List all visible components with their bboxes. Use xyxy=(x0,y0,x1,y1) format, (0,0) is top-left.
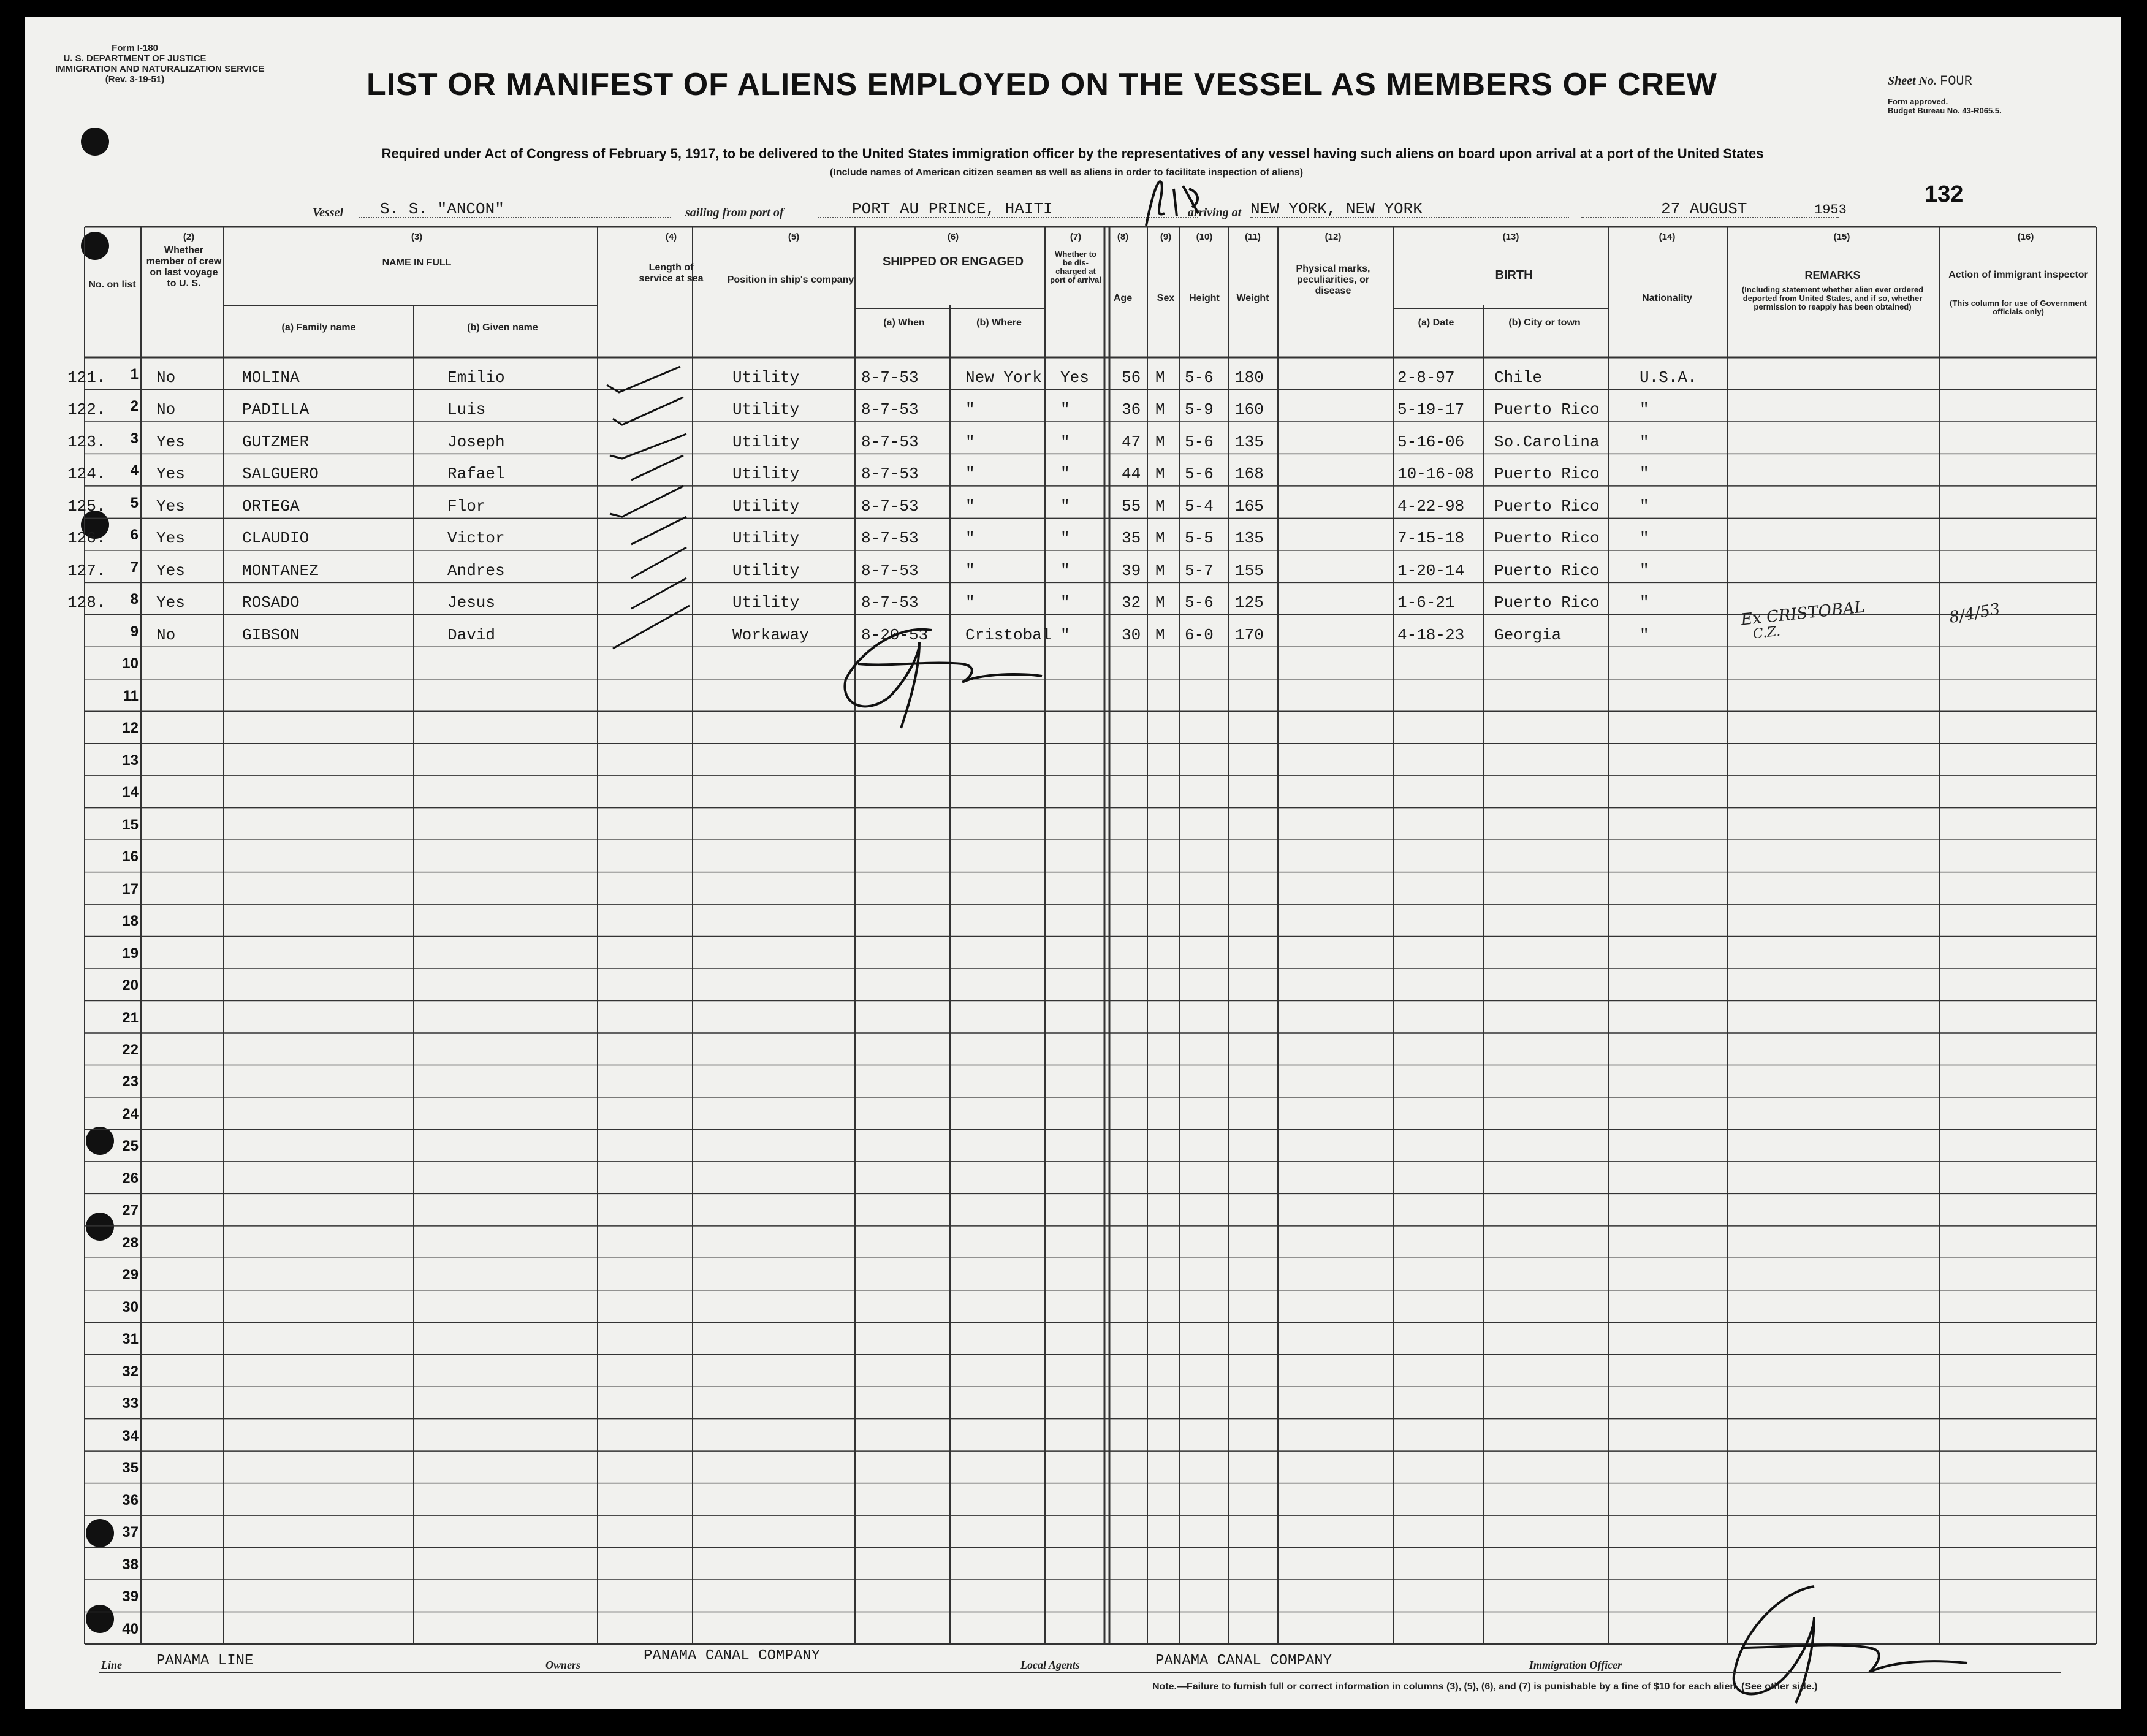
crew-discharged: " xyxy=(1060,432,1070,451)
row-number: 15 xyxy=(122,816,139,833)
row-number: 10 xyxy=(122,655,139,672)
col-header-action: Action of immigrant inspector xyxy=(1948,270,2088,280)
row-number: 40 xyxy=(122,1620,139,1637)
row-number: 6 xyxy=(130,527,139,544)
row-number: 30 xyxy=(122,1298,139,1315)
crew-where: " xyxy=(965,561,975,580)
crew-when: 8-7-53 xyxy=(861,368,919,387)
row-number: 35 xyxy=(122,1460,139,1477)
crew-birth-date: 10-16-08 xyxy=(1397,465,1474,484)
row-number: 4 xyxy=(130,462,139,479)
row-number: 31 xyxy=(122,1331,139,1348)
vessel-value: S. S. "ANCON" xyxy=(380,200,504,218)
col-header-when: (a) When xyxy=(883,318,925,328)
crew-when: 8-7-53 xyxy=(861,497,919,516)
crew-family: ORTEGA xyxy=(242,497,300,516)
crew-when: 8-7-53 xyxy=(861,593,919,612)
crew-age: 36 xyxy=(1122,400,1141,419)
col-header-family: (a) Family name xyxy=(281,322,356,333)
col-header-where: (b) Where xyxy=(976,318,1022,328)
col-num-16: (16) xyxy=(2017,232,2034,242)
crew-given: David xyxy=(447,625,496,644)
crew-discharged: " xyxy=(1060,561,1070,580)
crew-sequence: 124. xyxy=(67,465,106,484)
col-num-7: (7) xyxy=(1070,232,1082,242)
crew-weight: 155 xyxy=(1235,561,1264,580)
row-number: 25 xyxy=(122,1138,139,1155)
row-number: 38 xyxy=(122,1556,139,1573)
crew-height: 5-9 xyxy=(1185,400,1214,419)
crew-height: 6-0 xyxy=(1185,625,1214,644)
crew-birth-date: 5-19-17 xyxy=(1397,400,1465,419)
col-num-11: (11) xyxy=(1245,232,1261,242)
row-number: 8 xyxy=(130,591,139,608)
crew-height: 5-6 xyxy=(1185,465,1214,484)
crew-family: MONTANEZ xyxy=(242,561,319,580)
crew-weight: 165 xyxy=(1235,497,1264,516)
crew-height: 5-6 xyxy=(1185,593,1214,612)
crew-height: 5-6 xyxy=(1185,368,1214,387)
crew-family: GUTZMER xyxy=(242,432,310,451)
check-marks xyxy=(595,360,699,667)
row-number: 24 xyxy=(122,1105,139,1122)
row-number: 37 xyxy=(122,1524,139,1541)
col-header-sex: Sex xyxy=(1157,293,1175,303)
form-approved-line: Form approved. xyxy=(1888,97,1948,106)
manifest-sheet xyxy=(25,17,2121,1709)
row-number: 20 xyxy=(122,977,139,994)
col-header-age: Age xyxy=(1113,293,1133,303)
row-number: 5 xyxy=(130,494,139,511)
col-header-position: Position in ship's company xyxy=(727,275,854,285)
line-label: Line xyxy=(101,1659,122,1671)
crew-discharged: " xyxy=(1060,497,1070,516)
crew-member: Yes xyxy=(156,465,185,484)
crew-position: Utility xyxy=(732,497,800,516)
crew-position: Utility xyxy=(732,529,800,548)
col-num-4: (4) xyxy=(665,232,677,242)
crew-given: Emilio xyxy=(447,368,505,387)
row-number: 32 xyxy=(122,1363,139,1380)
crew-age: 44 xyxy=(1122,465,1141,484)
col-num-12: (12) xyxy=(1324,232,1342,242)
sheet-no-value: FOUR xyxy=(1940,74,1972,89)
crew-birth-city: Puerto Rico xyxy=(1494,529,1600,548)
crew-sequence: 122. xyxy=(67,400,106,419)
crew-nationality: " xyxy=(1640,497,1649,516)
crew-birth-date: 1-20-14 xyxy=(1397,561,1465,580)
col-header-name: NAME IN FULL xyxy=(382,257,452,268)
crew-height: 5-7 xyxy=(1185,561,1214,580)
crew-nationality: " xyxy=(1640,432,1649,451)
crew-when: 8-7-53 xyxy=(861,529,919,548)
col-header-given: (b) Given name xyxy=(467,322,538,333)
crew-sex: M xyxy=(1155,400,1165,419)
crew-when: 8-7-53 xyxy=(861,432,919,451)
row-number: 13 xyxy=(122,752,139,769)
crew-given: Joseph xyxy=(447,432,505,451)
col-header-birth: BIRTH xyxy=(1495,268,1533,282)
arriving-value: NEW YORK, NEW YORK xyxy=(1250,200,1423,218)
page-title: LIST OR MANIFEST OF ALIENS EMPLOYED ON THE VESSEL AS MEMBERS OF CREW xyxy=(367,67,1717,102)
subtitle-note: (Include names of American citizen seamen as well as aliens in order to facilitate inspection of aliens) xyxy=(829,167,1304,178)
crew-given: Luis xyxy=(447,400,486,419)
crew-where: " xyxy=(965,497,975,516)
crew-weight: 170 xyxy=(1235,625,1264,644)
col-header-no-on-list: No. on list xyxy=(88,280,136,290)
crew-when: 8-7-53 xyxy=(861,561,919,580)
crew-discharged: " xyxy=(1060,625,1070,644)
crew-sex: M xyxy=(1155,593,1165,612)
crew-position: Utility xyxy=(732,400,800,419)
crew-sequence: 128. xyxy=(67,593,106,612)
crew-birth-date: 5-16-06 xyxy=(1397,432,1465,451)
crew-sex: M xyxy=(1155,432,1165,451)
crew-height: 5-6 xyxy=(1185,432,1214,451)
crew-where: " xyxy=(965,465,975,484)
crew-when: 8-7-53 xyxy=(861,400,919,419)
crew-birth-date: 2-8-97 xyxy=(1397,368,1455,387)
arrival-day-month: 27 AUGUST xyxy=(1661,200,1747,218)
crew-member: No xyxy=(156,400,176,419)
crew-nationality: " xyxy=(1640,593,1649,612)
crew-given: Rafael xyxy=(447,465,505,484)
crew-nationality: " xyxy=(1640,400,1649,419)
crew-birth-city: Puerto Rico xyxy=(1494,593,1600,612)
crew-weight: 135 xyxy=(1235,432,1264,451)
crew-given: Jesus xyxy=(447,593,496,612)
col-header-action-note: (This column for use of Government officials only) xyxy=(1950,299,2087,316)
crew-sequence: 121. xyxy=(67,368,106,387)
crew-weight: 160 xyxy=(1235,400,1264,419)
crew-where: " xyxy=(965,529,975,548)
crew-weight: 180 xyxy=(1235,368,1264,387)
col-header-height: Height xyxy=(1189,293,1220,303)
col-header-remarks: REMARKS xyxy=(1804,269,1861,281)
sailing-label: sailing from port of xyxy=(685,206,784,219)
subtitle: Required under Act of Congress of February 5, 1917, to be delivered to the United States immigration officer by the representatives of any vessel having such aliens on board upon arrival at a port of the United States xyxy=(381,146,1764,161)
crew-family: PADILLA xyxy=(242,400,310,419)
crew-sequence: 126. xyxy=(67,529,106,548)
row-number: 26 xyxy=(122,1170,139,1187)
crew-nationality: " xyxy=(1640,465,1649,484)
crew-age: 39 xyxy=(1122,561,1141,580)
crew-height: 5-5 xyxy=(1185,529,1214,548)
crew-sex: M xyxy=(1155,497,1165,516)
crew-sex: M xyxy=(1155,368,1165,387)
crew-sequence: 125. xyxy=(67,497,106,516)
crew-nationality: U.S.A. xyxy=(1640,368,1697,387)
crew-discharged: " xyxy=(1060,529,1070,548)
remarks-handwriting: Ex CRISTOBAL xyxy=(1739,598,1866,630)
agents-label: Local Agents xyxy=(1020,1659,1080,1671)
crew-birth-date: 7-15-18 xyxy=(1397,529,1465,548)
crew-sex: M xyxy=(1155,529,1165,548)
crew-discharged: Yes xyxy=(1060,368,1089,387)
row-number: 7 xyxy=(130,558,139,576)
row-number: 18 xyxy=(122,913,139,930)
crew-where: " xyxy=(965,593,975,612)
budget-bureau-line: Budget Bureau No. 43-R065.5. xyxy=(1888,106,2002,115)
row-number: 17 xyxy=(122,880,139,897)
crew-age: 35 xyxy=(1122,529,1141,548)
row-number: 16 xyxy=(122,848,139,866)
crew-position: Utility xyxy=(732,368,800,387)
crew-sex: M xyxy=(1155,465,1165,484)
crew-where: New York xyxy=(965,368,1042,387)
row-number: 34 xyxy=(122,1427,139,1444)
officer-signature xyxy=(821,606,1066,747)
crew-discharged: " xyxy=(1060,593,1070,612)
crew-birth-city: Puerto Rico xyxy=(1494,561,1600,580)
crew-discharged: " xyxy=(1060,465,1070,484)
col-num-6: (6) xyxy=(947,232,959,242)
row-number: 3 xyxy=(130,430,139,447)
col-num-14: (14) xyxy=(1659,232,1676,242)
crew-member: No xyxy=(156,368,176,387)
crew-family: ROSADO xyxy=(242,593,300,612)
crew-birth-city: Puerto Rico xyxy=(1494,400,1600,419)
crew-position: Utility xyxy=(732,432,800,451)
crew-age: 47 xyxy=(1122,432,1141,451)
col-num-10: (10) xyxy=(1196,232,1213,242)
crew-where: " xyxy=(965,400,975,419)
crew-nationality: " xyxy=(1640,625,1649,644)
row-number: 2 xyxy=(130,398,139,415)
crew-family: CLAUDIO xyxy=(242,529,310,548)
crew-discharged: " xyxy=(1060,400,1070,419)
row-number: 12 xyxy=(122,720,139,737)
col-num-2: (2) xyxy=(183,232,195,242)
row-number: 29 xyxy=(122,1266,139,1284)
col-header-member: Whether member of crew on last voyage to U. S. xyxy=(146,245,222,289)
row-number: 27 xyxy=(122,1202,139,1219)
crew-when: 8-7-53 xyxy=(861,465,919,484)
row-number: 1 xyxy=(130,366,139,383)
col-num-3: (3) xyxy=(411,232,423,242)
crew-age: 55 xyxy=(1122,497,1141,516)
crew-weight: 135 xyxy=(1235,529,1264,548)
vessel-label: Vessel xyxy=(313,206,343,219)
crew-where: " xyxy=(965,432,975,451)
row-number: 14 xyxy=(122,784,139,801)
crew-nationality: " xyxy=(1640,561,1649,580)
owners-value: PANAMA CANAL COMPANY xyxy=(644,1648,821,1664)
row-number: 28 xyxy=(122,1234,139,1251)
crew-family: SALGUERO xyxy=(242,465,319,484)
col-header-birth-date: (a) Date xyxy=(1418,318,1454,328)
crew-birth-city: Puerto Rico xyxy=(1494,497,1600,516)
crew-sex: M xyxy=(1155,561,1165,580)
arrival-year: 1953 xyxy=(1814,202,1847,218)
remarks-handwriting-2: C.Z. xyxy=(1752,623,1782,642)
agents-value: PANAMA CANAL COMPANY xyxy=(1155,1653,1332,1669)
crew-birth-city: Chile xyxy=(1494,368,1543,387)
row-number: 9 xyxy=(130,623,139,640)
col-header-physical: Physical marks, peculiarities, or disease xyxy=(1296,264,1370,296)
crew-family: MOLINA xyxy=(242,368,300,387)
col-num-5: (5) xyxy=(788,232,800,242)
crew-sex: M xyxy=(1155,625,1165,644)
crew-age: 32 xyxy=(1122,593,1141,612)
crew-family: GIBSON xyxy=(242,625,300,644)
crew-given: Andres xyxy=(447,561,505,580)
crew-member: No xyxy=(156,625,176,644)
crew-member: Yes xyxy=(156,432,185,451)
immigration-officer-label: Immigration Officer xyxy=(1529,1659,1622,1671)
footer-note: Note.—Failure to furnish full or correct information in columns (3), (5), (6), and (7) is punishable by a fine of $10 for each alien. (See other side.) xyxy=(1152,1681,1818,1692)
crew-weight: 168 xyxy=(1235,465,1264,484)
col-header-nationality: Nationality xyxy=(1642,293,1692,303)
crew-birth-city: Puerto Rico xyxy=(1494,465,1600,484)
col-num-15: (15) xyxy=(1833,232,1850,242)
crew-position: Utility xyxy=(732,465,800,484)
col-header-length: Length of service at sea xyxy=(639,262,704,284)
col-num-8: (8) xyxy=(1117,232,1129,242)
crew-member: Yes xyxy=(156,529,185,548)
row-number: 39 xyxy=(122,1588,139,1605)
crew-position: Utility xyxy=(732,561,800,580)
row-number: 23 xyxy=(122,1073,139,1091)
crew-given: Victor xyxy=(447,529,505,548)
crew-birth-city: So.Carolina xyxy=(1494,432,1600,451)
crew-position: Utility xyxy=(732,593,800,612)
row-number: 33 xyxy=(122,1395,139,1412)
row-number: 36 xyxy=(122,1491,139,1509)
crew-age: 56 xyxy=(1122,368,1141,387)
crew-member: Yes xyxy=(156,593,185,612)
crew-height: 5-4 xyxy=(1185,497,1214,516)
crew-birth-date: 4-18-23 xyxy=(1397,625,1465,644)
form-number: Form I-180 xyxy=(112,43,158,53)
crew-sequence: 127. xyxy=(67,561,106,580)
col-header-shipped: SHIPPED OR ENGAGED xyxy=(882,255,1024,268)
col-header-birth-city: (b) City or town xyxy=(1508,318,1581,328)
crew-birth-city: Georgia xyxy=(1494,625,1562,644)
col-header-weight: Weight xyxy=(1236,293,1269,303)
sheet-no-label: Sheet No. xyxy=(1888,74,1937,88)
stamped-page-number: 132 xyxy=(1925,181,1964,207)
row-number: 19 xyxy=(122,945,139,962)
crew-birth-date: 1-6-21 xyxy=(1397,593,1455,612)
crew-where: Cristobal xyxy=(965,625,1052,644)
department: U. S. DEPARTMENT OF JUSTICE xyxy=(63,53,207,64)
crew-sequence: 123. xyxy=(67,432,106,451)
crew-position: Workaway xyxy=(732,625,809,644)
revision: (Rev. 3-19-51) xyxy=(105,74,165,85)
col-header-remarks-note: (Including statement whether alien ever ordered deported from United States, and if so, whether permission to reapply has been obtained) xyxy=(1741,285,1924,311)
row-number: 11 xyxy=(123,687,139,704)
footer-rule xyxy=(99,1672,2061,1673)
col-num-13: (13) xyxy=(1502,232,1519,242)
arriving-label: arriving at xyxy=(1188,206,1242,219)
crew-member: Yes xyxy=(156,561,185,580)
crew-weight: 125 xyxy=(1235,593,1264,612)
row-number: 22 xyxy=(122,1041,139,1058)
sailing-value: PORT AU PRINCE, HAITI xyxy=(852,200,1053,218)
crew-member: Yes xyxy=(156,497,185,516)
crew-when: 8-20-53 xyxy=(861,625,929,644)
crew-age: 30 xyxy=(1122,625,1141,644)
crew-given: Flor xyxy=(447,497,486,516)
col-header-discharged: Whether to be dis-charged at port of arrival xyxy=(1050,249,1101,284)
remarks-date: 8/4/53 xyxy=(1948,600,2002,628)
row-number: 21 xyxy=(122,1009,139,1026)
owners-label: Owners xyxy=(545,1659,581,1671)
col-num-9: (9) xyxy=(1160,232,1172,242)
line-value: PANAMA LINE xyxy=(156,1653,254,1669)
service: IMMIGRATION AND NATURALIZATION SERVICE xyxy=(55,64,265,74)
crew-nationality: " xyxy=(1640,529,1649,548)
crew-birth-date: 4-22-98 xyxy=(1397,497,1465,516)
